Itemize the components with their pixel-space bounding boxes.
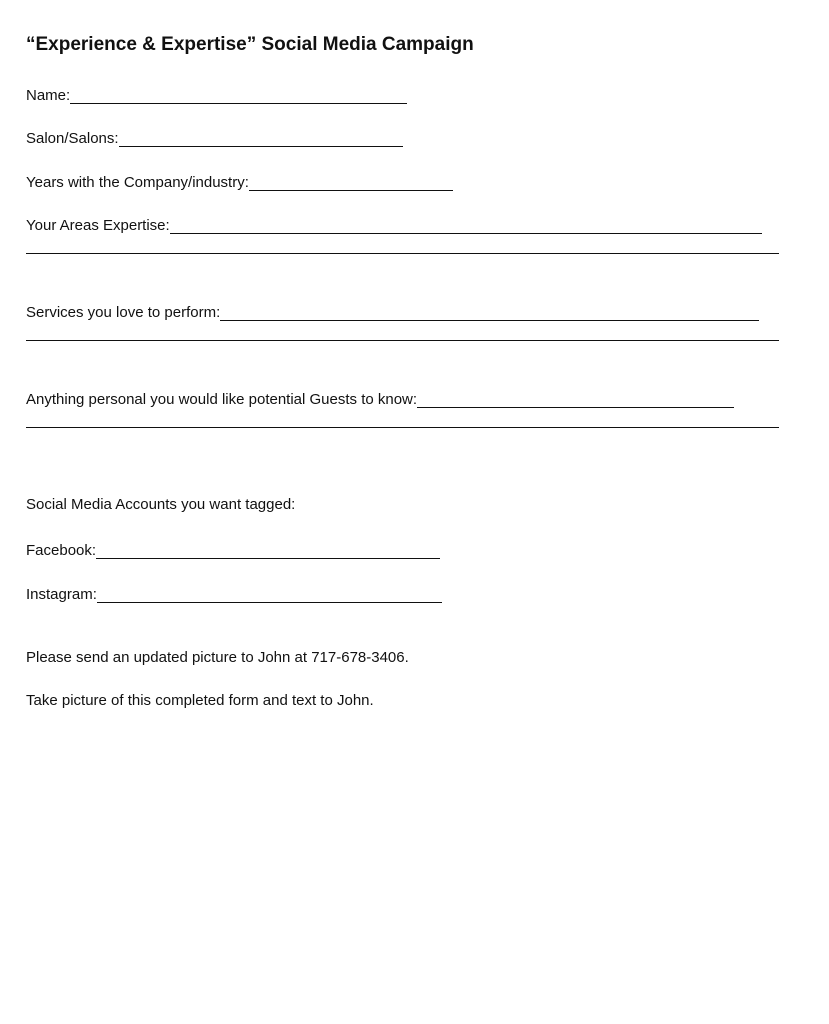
expertise-blank-line[interactable] xyxy=(170,217,762,234)
services-label: Services you love to perform: xyxy=(26,304,221,321)
expertise-continuation-line[interactable] xyxy=(26,253,779,254)
social-heading: Social Media Accounts you want tagged: xyxy=(26,496,296,513)
years-blank-line[interactable] xyxy=(249,174,453,191)
name-field[interactable] xyxy=(26,82,407,104)
years-label: Years with the Company/industry: xyxy=(26,174,249,191)
services-blank-line[interactable] xyxy=(220,304,759,321)
name-label: Name: xyxy=(26,87,71,104)
personal-label: Anything personal you would like potential Guests to know: xyxy=(26,391,418,408)
form-title: “Experience & Expertise” Social Media Campaign xyxy=(26,34,474,55)
facebook-blank-line[interactable] xyxy=(96,542,440,559)
services-field[interactable] xyxy=(26,299,759,321)
name-blank-line[interactable] xyxy=(70,87,407,104)
expertise-field[interactable] xyxy=(26,212,762,234)
instagram-field[interactable] xyxy=(26,581,442,603)
instagram-label: Instagram: xyxy=(26,586,97,603)
facebook-field[interactable] xyxy=(26,537,440,559)
salon-field[interactable] xyxy=(26,125,403,147)
text-instruction: Take picture of this completed form and text to John. xyxy=(26,692,374,709)
salon-blank-line[interactable] xyxy=(119,130,403,147)
facebook-label: Facebook: xyxy=(26,542,97,559)
personal-field[interactable] xyxy=(26,386,734,408)
personal-continuation-line[interactable] xyxy=(26,427,779,428)
picture-instruction: Please send an updated picture to John at 717-678-3406. xyxy=(26,649,409,666)
instagram-blank-line[interactable] xyxy=(97,586,442,603)
personal-blank-line[interactable] xyxy=(417,391,734,408)
expertise-label: Your Areas Expertise: xyxy=(26,217,170,234)
services-continuation-line[interactable] xyxy=(26,340,779,341)
years-field[interactable] xyxy=(26,169,453,191)
salon-label: Salon/Salons: xyxy=(26,130,119,147)
